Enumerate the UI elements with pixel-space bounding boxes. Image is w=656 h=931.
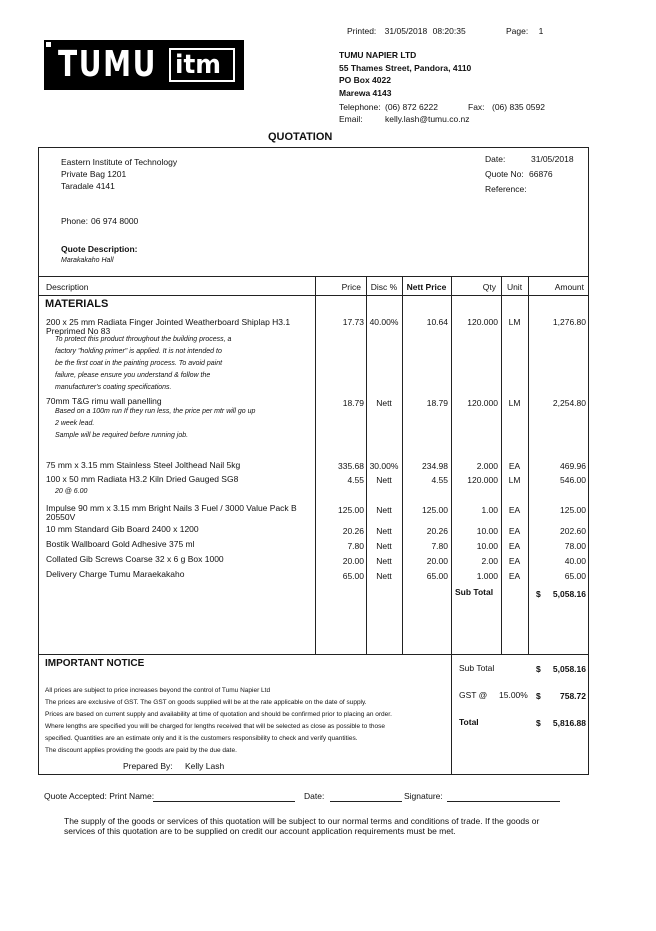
page-label: Page:: [506, 26, 529, 36]
document-title: QUOTATION: [268, 131, 333, 143]
row-disc: Nett: [376, 571, 392, 581]
customer-address-1: Private Bag 1201: [61, 169, 127, 179]
row-description: Bostik Wallboard Gold Adhesive 375 ml: [46, 539, 195, 549]
totals-currency: $: [536, 664, 541, 674]
row-amount: 546.00: [560, 475, 586, 485]
fax-label: Fax:: [468, 102, 485, 112]
row-amount: 125.00: [560, 505, 586, 515]
quote-date-label: Date:: [485, 154, 506, 164]
row-description: 200 x 25 mm Radiata Finger Jointed Weatherboard Shiplap H3.1: [46, 317, 291, 327]
row-nett: 7.80: [431, 541, 448, 551]
row-price: 4.55: [347, 475, 364, 485]
footer-terms-1: The supply of the goods or services of this quotation will be subject to our normal terms and conditions of trade. If the goods or: [64, 816, 540, 826]
row-note: Based on a 100m run If they run less, the price per mtr will go up: [55, 408, 256, 415]
row-unit: EA: [508, 541, 521, 551]
row-amount: 202.60: [560, 526, 586, 536]
row-note: failure, please ensure you understand & follow the: [55, 372, 211, 379]
row-amount: 469.96: [560, 461, 586, 471]
row-qty: 120.000: [467, 475, 498, 485]
notice-line: The discount applies providing the goods are paid by the due date.: [45, 747, 237, 754]
row-unit: LM: [508, 398, 521, 408]
row-qty: 10.00: [476, 526, 498, 536]
email-label: Email:: [339, 114, 363, 124]
notice-divider: [451, 655, 452, 774]
col-header-disc: Disc %: [370, 282, 398, 292]
row-price: 335.68: [338, 461, 364, 471]
row-nett: 4.55: [431, 475, 448, 485]
row-disc: 30.00%: [369, 461, 399, 471]
row-description: Impulse 90 mm x 3.15 mm Bright Nails 3 Fuel / 3000 Value Pack B: [46, 503, 297, 513]
row-amount: 1,276.80: [552, 317, 586, 327]
row-amount: 2,254.80: [552, 398, 586, 408]
printed-label: Printed:: [347, 26, 377, 36]
row-unit: LM: [508, 475, 521, 485]
row-unit: EA: [508, 556, 521, 566]
prepared-by: Kelly Lash: [185, 761, 225, 771]
row-nett: 125.00: [422, 505, 448, 515]
row-nett: 10.64: [426, 317, 448, 327]
company-logo: [44, 40, 244, 90]
subtotal-amount: 5,058.16: [552, 589, 586, 599]
row-unit: EA: [508, 526, 521, 536]
notice-line: Prices are based on current supply and availability at time of quotation and should be confirmed prior to placing an order.: [45, 711, 392, 718]
page-info: [506, 26, 543, 36]
printed-date: 31/05/2018: [384, 26, 428, 36]
row-qty: 2.000: [476, 461, 498, 471]
row-price: 18.79: [342, 398, 364, 408]
gst-amount: 758.72: [560, 691, 586, 701]
notice-line: All prices are subject to price increases beyond the control of Tumu Napier Ltd: [45, 687, 271, 694]
row-description: 10 mm Standard Gib Board 2400 x 1200: [46, 524, 199, 534]
notice-title: IMPORTANT NOTICE: [45, 658, 145, 669]
subtotal-label: Sub Total: [455, 587, 494, 597]
company-address-1: 55 Thames Street, Pandora, 4110: [339, 62, 472, 73]
signature-field[interactable]: [447, 801, 560, 802]
row-disc: Nett: [376, 556, 392, 566]
reference-label: Reference:: [485, 184, 527, 194]
company-email[interactable]: kelly.lash@tumu.co.nz: [385, 114, 470, 124]
quote-description-label: Quote Description:: [61, 244, 138, 254]
row-qty: 1.00: [481, 505, 498, 515]
company-address-2: PO Box 4022: [339, 75, 391, 85]
subtotal-currency: $: [536, 589, 541, 599]
acceptance-label: Quote Accepted: Print Name:: [44, 791, 155, 801]
company-fax: (06) 835 0592: [492, 102, 545, 112]
row-unit: LM: [508, 317, 521, 327]
row-disc: Nett: [376, 505, 392, 515]
col-header-price: Price: [341, 282, 361, 292]
row-disc: 40.00%: [369, 317, 399, 327]
gst-rate: 15.00%: [499, 690, 528, 700]
row-note: be the first coat in the painting process. To avoid paint: [55, 360, 223, 367]
print-name-field[interactable]: [153, 801, 295, 802]
signature-label: Signature:: [404, 791, 443, 801]
totals-subtotal-label: Sub Total: [459, 663, 495, 673]
customer-name: Eastern Institute of Technology: [61, 157, 178, 167]
row-price: 20.26: [342, 526, 364, 536]
row-note: To protect this product throughout the building process, a: [55, 336, 232, 343]
row-qty: 120.000: [467, 398, 498, 408]
row-amount: 78.00: [564, 541, 586, 551]
row-price: 17.73: [342, 317, 364, 327]
notice-line: specified. Quantities are an estimate only and it is the customers responsibility to check and verify quantities.: [45, 735, 358, 742]
printed-info: [347, 26, 466, 36]
header-rule: [39, 295, 588, 296]
customer-phone: 06 974 8000: [91, 216, 139, 226]
row-note: 20 @ 6.00: [55, 488, 88, 495]
row-unit: EA: [508, 505, 521, 515]
items-table: [38, 276, 589, 655]
prepared-by-label: Prepared By:: [123, 761, 173, 771]
acceptance-date-label: Date:: [304, 791, 325, 801]
totals-currency: $: [536, 718, 541, 728]
row-qty: 10.00: [476, 541, 498, 551]
phone-label: Telephone:: [339, 102, 381, 112]
section-title: MATERIALS: [45, 298, 109, 310]
page-number: 1: [538, 26, 544, 36]
row-disc: Nett: [376, 526, 392, 536]
row-price: 20.00: [342, 556, 364, 566]
row-nett: 20.00: [426, 556, 448, 566]
row-nett: 65.00: [426, 571, 448, 581]
date-field[interactable]: [330, 801, 402, 802]
total-label: Total: [459, 717, 479, 727]
row-nett: 20.26: [426, 526, 448, 536]
company-phone: (06) 872 6222: [385, 102, 438, 112]
row-description-2: 20550V: [46, 512, 76, 522]
row-amount: 40.00: [564, 556, 586, 566]
row-qty: 120.000: [467, 317, 498, 327]
row-price: 65.00: [342, 571, 364, 581]
row-disc: Nett: [376, 541, 392, 551]
company-address-3: Marewa 4143: [339, 87, 392, 98]
row-description-2: Preprimed No 83: [46, 326, 111, 336]
row-note: Sample will be required before running job.: [55, 432, 189, 439]
notice-box: [38, 654, 589, 775]
gst-label: GST @: [459, 690, 488, 700]
row-unit: EA: [508, 461, 521, 471]
totals-subtotal: 5,058.16: [552, 664, 586, 674]
logo-word: TUMU: [58, 44, 157, 85]
customer-address-2: Taradale 4141: [61, 181, 115, 191]
row-description: 100 x 50 mm Radiata H3.2 Kiln Dried Gauged SG8: [46, 474, 239, 484]
row-disc: Nett: [376, 475, 392, 485]
row-qty: 2.00: [481, 556, 498, 566]
row-amount: 65.00: [564, 571, 586, 581]
col-header-qty: Qty: [482, 282, 496, 292]
footer-terms-2: services of this quotation are to be supplied on credit our account application requirements must be met.: [64, 826, 456, 836]
quote-date: 31/05/2018: [531, 154, 574, 164]
row-nett: 234.98: [422, 461, 448, 471]
row-qty: 1.000: [476, 571, 498, 581]
notice-line: Where lengths are specified you will be charged for lengths received that will be selected as close as possible to those: [45, 723, 385, 730]
row-price: 125.00: [338, 505, 364, 515]
col-header-unit: Unit: [506, 282, 523, 292]
quote-no: 66876: [529, 169, 553, 179]
customer-box: [38, 147, 589, 277]
printed-time: 08:20:35: [432, 26, 466, 36]
row-note: factory "holding primer" is applied. It is not intended to: [55, 348, 222, 355]
row-description: Delivery Charge Tumu Maraekakaho: [46, 569, 185, 579]
notice-line: The prices are exclusive of GST. The GST on goods supplied will be at the rate applicable on the date of supply.: [45, 699, 367, 706]
total-amount: 5,816.88: [552, 718, 586, 728]
quote-description: Marakakaho Hall: [61, 257, 114, 264]
row-description: 75 mm x 3.15 mm Stainless Steel Jolthead Nail 5kg: [46, 460, 241, 470]
quote-no-label: Quote No:: [485, 169, 524, 179]
customer-phone-label: Phone:: [61, 216, 88, 226]
row-description: 70mm T&G rimu wall panelling: [46, 396, 162, 406]
row-note: manufacturer's coating specifications.: [55, 384, 172, 391]
logo-mark-icon: [46, 42, 51, 47]
col-header-description: Description: [46, 282, 89, 292]
company-name: TUMU NAPIER LTD: [339, 50, 417, 60]
logo-badge-text: itm: [175, 50, 222, 80]
row-nett: 18.79: [426, 398, 448, 408]
row-note: 2 week lead.: [55, 420, 95, 427]
totals-currency: $: [536, 691, 541, 701]
col-header-amount: Amount: [554, 282, 584, 292]
row-description: Collated Gib Screws Coarse 32 x 6 g Box 1000: [46, 554, 224, 564]
row-price: 7.80: [347, 541, 364, 551]
row-unit: EA: [508, 571, 521, 581]
row-disc: Nett: [376, 398, 392, 408]
col-header-nett: Nett Price: [406, 282, 447, 292]
company-address: [339, 49, 471, 99]
logo-badge: [169, 48, 235, 82]
